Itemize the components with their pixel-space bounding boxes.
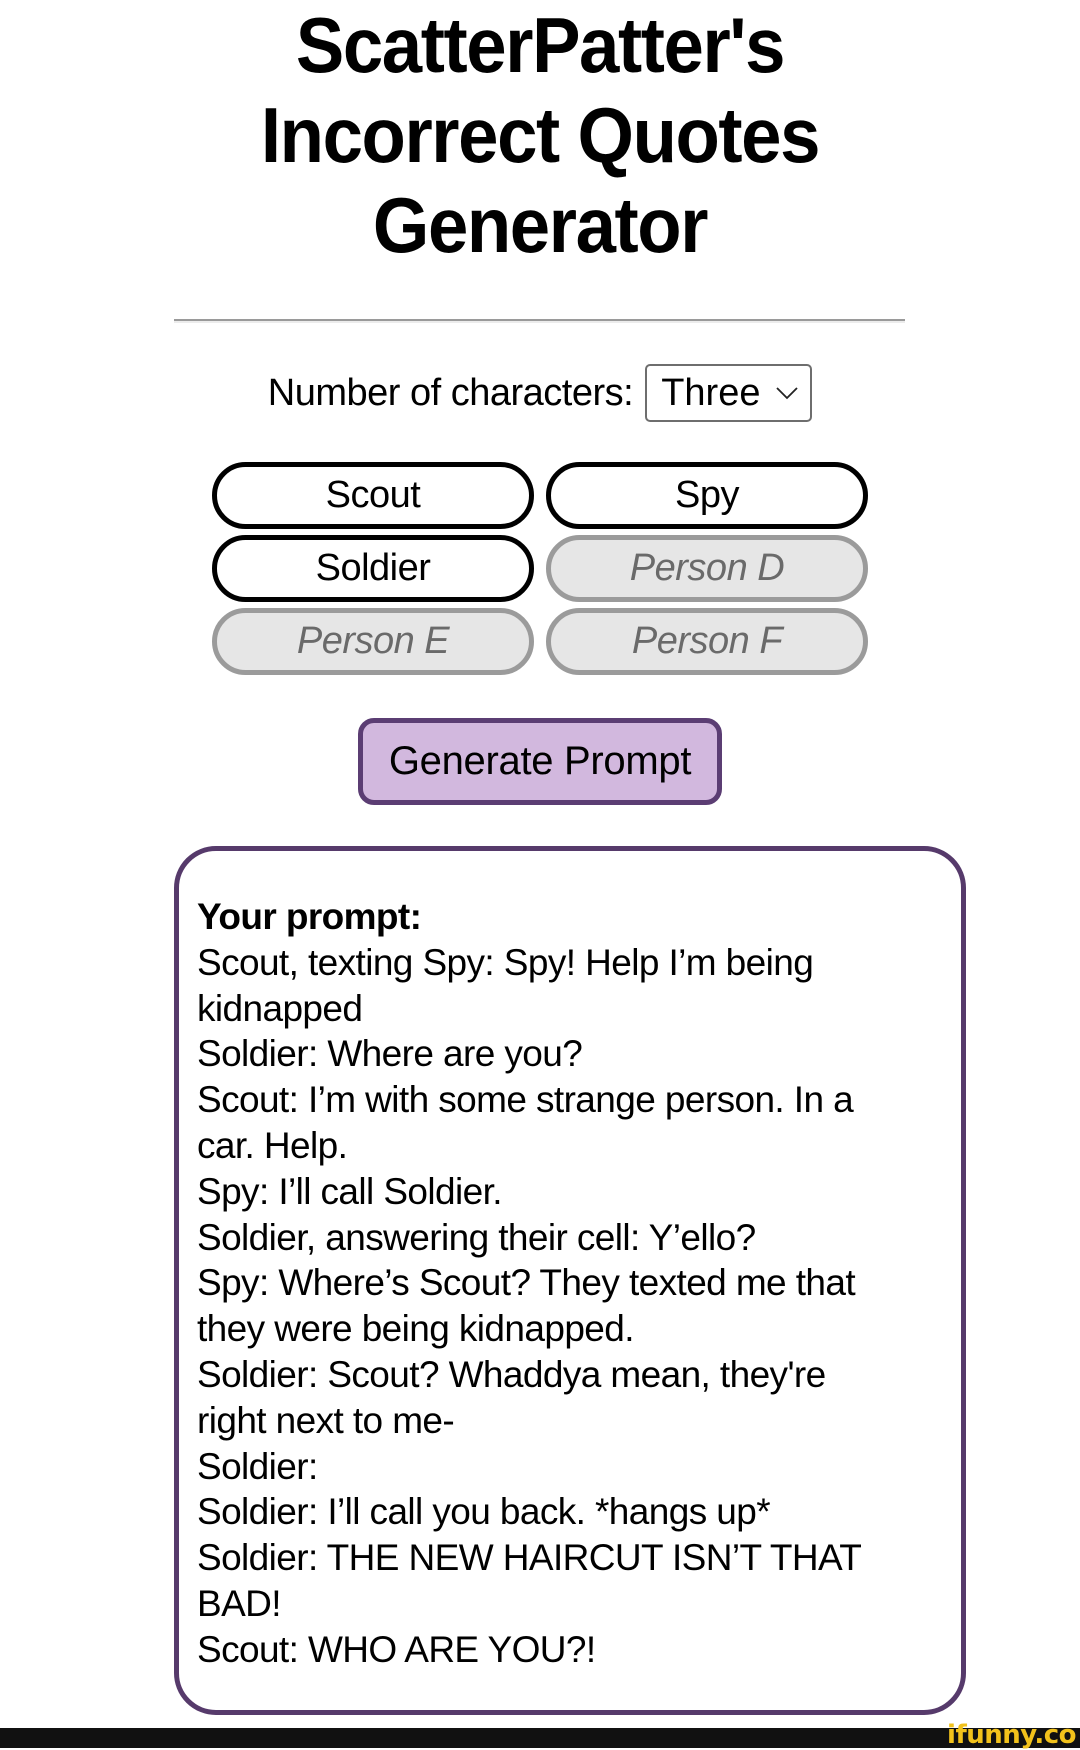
prompt-line: Soldier: — [197, 1445, 318, 1487]
prompt-line: car. Help. — [197, 1124, 348, 1166]
title-line-1: ScatterPatter's — [295, 1, 785, 89]
character-count-select[interactable] — [645, 364, 812, 422]
character-button-5[interactable] — [212, 608, 534, 675]
chevron-down-icon — [776, 386, 798, 400]
character-button-2[interactable] — [546, 462, 868, 529]
character-label: Soldier — [315, 547, 431, 589]
character-button-4[interactable] — [546, 535, 868, 602]
character-button-3[interactable] — [212, 535, 534, 602]
prompt-line: right next to me- — [197, 1399, 455, 1441]
prompt-heading: Your prompt: — [197, 896, 422, 937]
title-line-3: Generator — [372, 181, 708, 269]
prompt-line: Scout: WHO ARE YOU?! — [197, 1628, 596, 1670]
page-title — [0, 0, 1080, 270]
prompt-line: Scout: I’m with some strange person. In a — [197, 1079, 854, 1121]
character-buttons — [212, 462, 868, 675]
prompt-line: Soldier: I’ll call you back. *hangs up* — [197, 1491, 771, 1533]
prompt-line: BAD! — [197, 1582, 281, 1624]
ifunny-logo: ifunny.co — [947, 1720, 1076, 1750]
character-label: Spy — [675, 474, 739, 516]
prompt-line: Soldier: Where are you? — [197, 1033, 583, 1075]
prompt-line: they were being kidnapped. — [197, 1308, 634, 1350]
character-button-6[interactable] — [546, 608, 868, 675]
character-count-label: Number of characters: — [267, 371, 634, 414]
character-count-row — [0, 364, 1080, 422]
character-placeholder: Person F — [631, 620, 783, 662]
character-placeholder: Person E — [296, 620, 450, 662]
watermark-footer — [0, 1720, 1080, 1750]
prompt-line: Spy: Where’s Scout? They texted me that — [197, 1262, 856, 1304]
divider — [174, 319, 905, 323]
prompt-line: Soldier: Scout? Whaddya mean, they're — [197, 1353, 826, 1395]
character-placeholder: Person D — [629, 547, 785, 589]
title-line-2: Incorrect Quotes — [260, 91, 820, 179]
character-button-1[interactable] — [212, 462, 534, 529]
character-count-value: Three — [661, 371, 761, 414]
prompt-line: kidnapped — [197, 987, 363, 1029]
prompt-line: Soldier, answering their cell: Y’ello? — [197, 1216, 756, 1258]
prompt-line: Scout, texting Spy: Spy! Help I’m being — [197, 941, 814, 983]
character-label: Scout — [325, 474, 421, 516]
prompt-line: Soldier: THE NEW HAIRCUT ISN’T THAT — [197, 1537, 862, 1579]
prompt-output-box — [174, 846, 966, 1715]
generate-prompt-button[interactable]: Generate Prompt — [358, 718, 722, 805]
prompt-line: Spy: I’ll call Soldier. — [197, 1170, 502, 1212]
